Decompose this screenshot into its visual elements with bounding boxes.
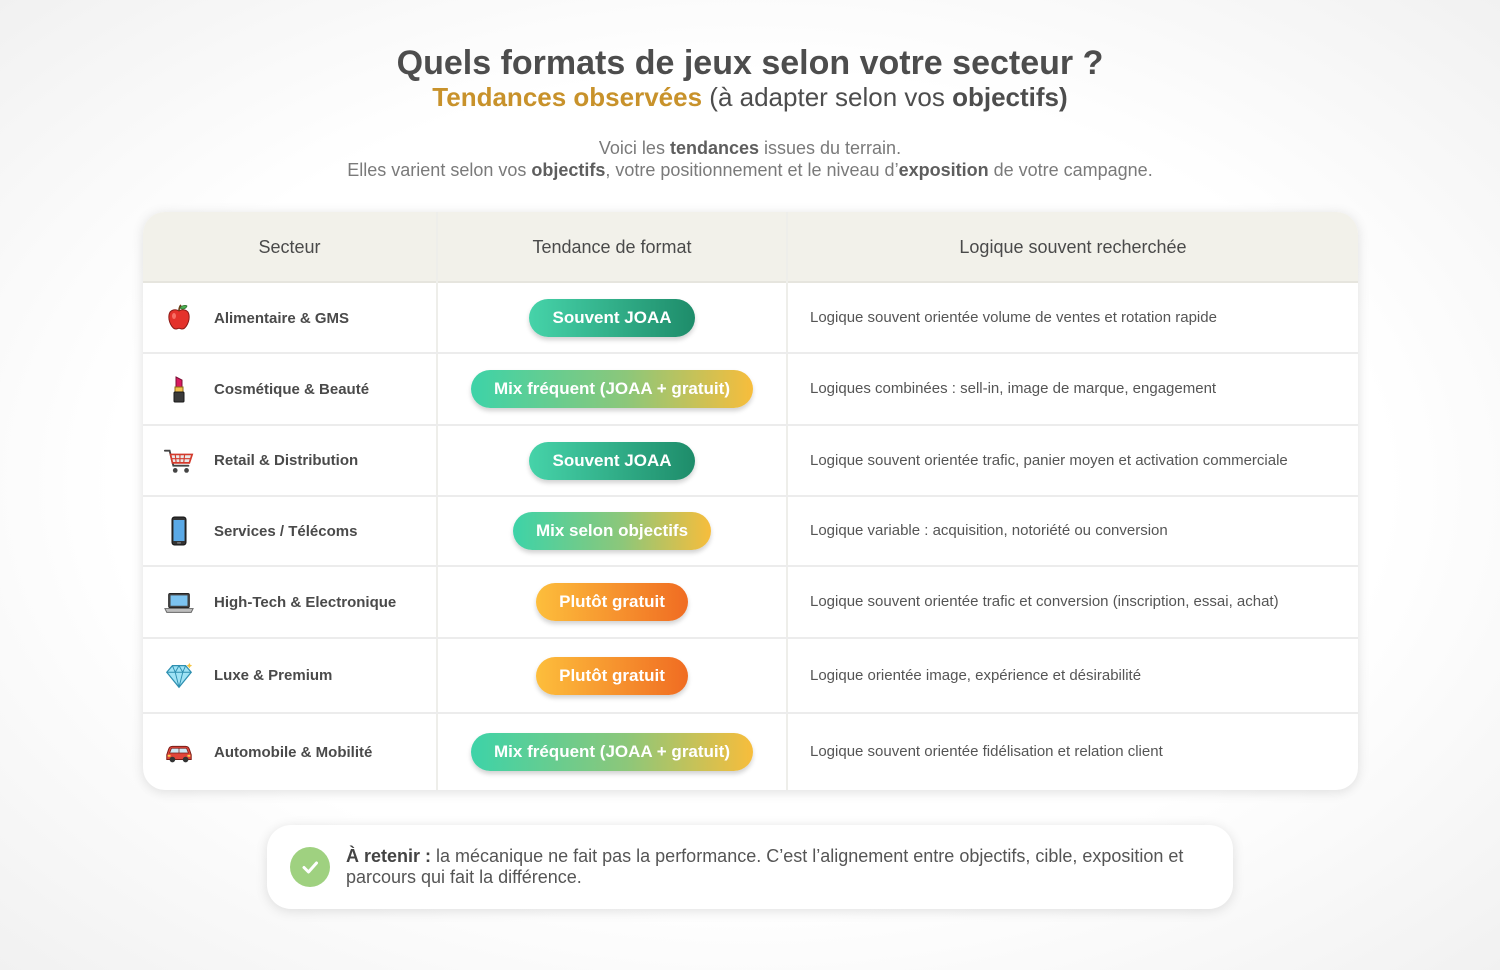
- logic-cell: Logique souvent orientée trafic et conversion (inscription, essai, achat): [810, 593, 1279, 610]
- sector-label: Alimentaire & GMS: [214, 309, 350, 327]
- subtitle-highlight: Tendances observées: [432, 82, 703, 112]
- format-cell: [438, 567, 786, 637]
- page-title: Quels formats de jeux selon votre secteur ?: [396, 44, 1104, 82]
- logic-cell: Logiques combinées : sell-in, image de marque, engagement: [810, 380, 1217, 397]
- sector-label: High-Tech & Electronique: [214, 593, 397, 611]
- sector-label: Luxe & Premium: [214, 667, 333, 684]
- mobile-phone-icon: [163, 515, 195, 547]
- logic-cell: Logique orientée image, expérience et désirabilité: [810, 666, 1142, 684]
- format-badge: Mix fréquent (JOAA + gratuit): [471, 733, 753, 771]
- sector-cell: [143, 284, 436, 352]
- sector-label: Services / Télécoms: [214, 522, 358, 540]
- format-cell: [438, 354, 786, 424]
- sector-label: Automobile & Mobilité: [214, 743, 373, 761]
- table-row: [143, 714, 1358, 790]
- table-row: [143, 497, 1358, 567]
- header-secteur: Secteur: [258, 237, 321, 257]
- header-logique: Logique souvent recherchée: [959, 237, 1187, 257]
- sector-cell: [143, 714, 436, 790]
- page-subtitle: [0, 82, 1500, 113]
- format-badge: Mix selon objectifs: [513, 512, 711, 550]
- logic-cell: Logique souvent orientée fidélisation et relation client: [810, 743, 1163, 760]
- sector-cell: [143, 567, 436, 637]
- subtitle-bold: objectifs): [952, 82, 1068, 112]
- laptop-icon: [163, 586, 195, 618]
- sector-label: Cosmétique & Beauté: [214, 380, 370, 398]
- format-badge: Souvent JOAA: [529, 442, 694, 480]
- format-badge: Mix fréquent (JOAA + gratuit): [471, 370, 753, 408]
- sector-table: [143, 212, 1358, 790]
- subtitle-middle: (à adapter selon vos: [702, 82, 953, 112]
- format-cell: [438, 284, 786, 352]
- lipstick-icon: [163, 373, 195, 405]
- intro-line-1: Voici les tendances issues du terrain.: [598, 138, 902, 158]
- car-icon: [163, 736, 195, 768]
- shopping-cart-icon: [163, 445, 195, 477]
- sector-cell: [143, 639, 436, 712]
- table-row: [143, 284, 1358, 354]
- sector-cell: [143, 497, 436, 565]
- table-header: [143, 212, 1358, 283]
- logic-cell: Logique souvent orientée volume de ventes et rotation rapide: [810, 309, 1217, 326]
- format-cell: [438, 426, 786, 495]
- diamond-icon: [163, 660, 195, 692]
- table-row: [143, 426, 1358, 497]
- format-badge: Plutôt gratuit: [536, 657, 688, 695]
- format-badge: Plutôt gratuit: [536, 583, 688, 621]
- header-tendance: Tendance de format: [532, 237, 692, 257]
- sector-cell: [143, 354, 436, 424]
- apple-icon: [163, 302, 195, 334]
- table-row: [143, 354, 1358, 426]
- sector-label: Retail & Distribution: [214, 452, 359, 469]
- check-circle-icon: [290, 847, 330, 887]
- takeaway-text: À retenir : la mécanique ne fait pas la performance. C’est l’alignement entre objectifs, cible, exposition et parcours qui fait la différence.: [346, 846, 1184, 887]
- intro-text: [0, 137, 1500, 181]
- table-row: [143, 639, 1358, 714]
- intro-line-2: Elles varient selon vos objectifs, votre positionnement et le niveau d’exposition de votre campagne.: [347, 160, 1153, 180]
- sector-cell: [143, 426, 436, 495]
- takeaway-note: [267, 825, 1233, 909]
- format-badge: Souvent JOAA: [529, 299, 694, 337]
- table-row: [143, 567, 1358, 639]
- logic-cell: Logique souvent orientée trafic, panier moyen et activation commerciale: [810, 451, 1288, 469]
- format-cell: [438, 639, 786, 712]
- format-cell: [438, 714, 786, 790]
- format-cell: [438, 497, 786, 565]
- logic-cell: Logique variable : acquisition, notoriété ou conversion: [810, 522, 1168, 539]
